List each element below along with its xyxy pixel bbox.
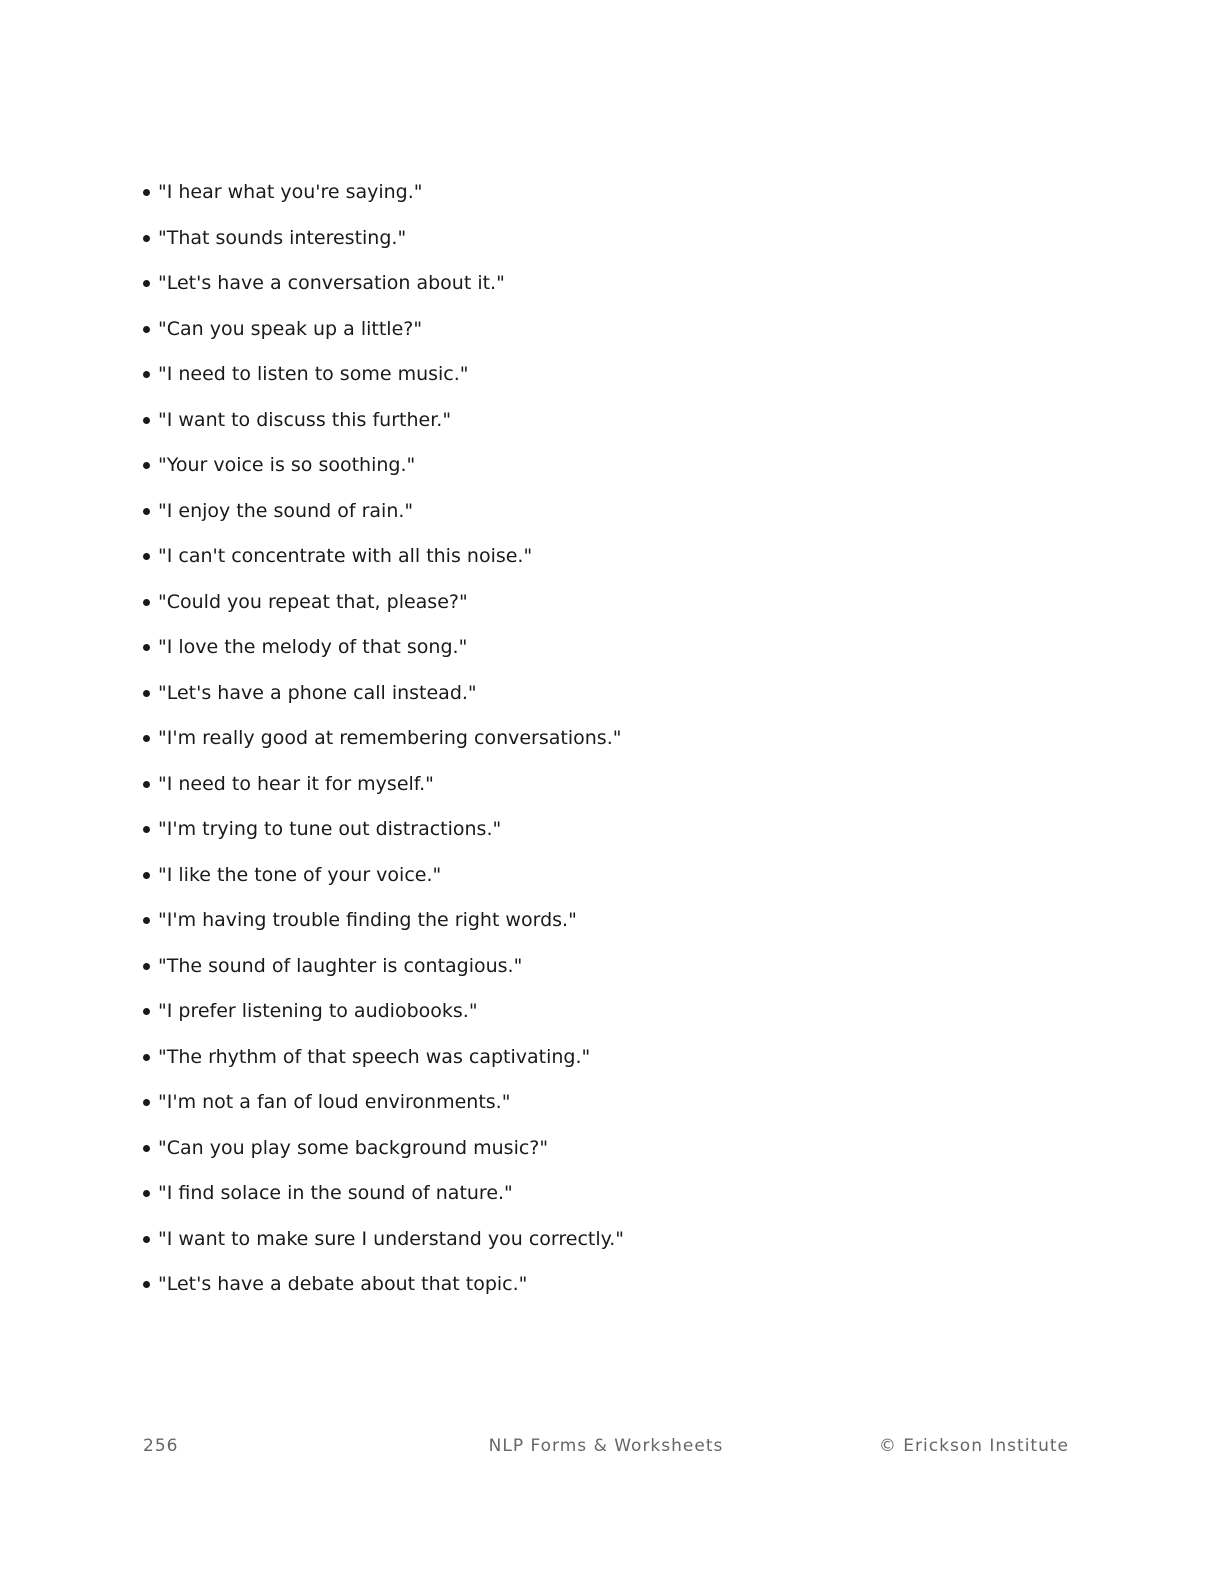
footer-copyright: © Erickson Institute — [878, 1436, 1069, 1456]
bullet-icon — [143, 1054, 150, 1061]
bullet-icon — [143, 417, 150, 424]
bullet-icon — [143, 644, 150, 651]
list-item — [143, 1269, 624, 1315]
list-item-text: "That sounds interesting." — [158, 226, 407, 249]
bullet-icon — [143, 735, 150, 742]
list-item — [143, 769, 624, 815]
list-item-text: "I'm trying to tune out distractions." — [158, 818, 502, 840]
list-item-text: "I hear what you're saying." — [158, 181, 423, 203]
bullet-icon — [143, 1008, 150, 1015]
list-item-text: "I can't concentrate with all this noise." — [158, 545, 533, 567]
bullet-icon — [143, 462, 150, 469]
list-item — [143, 1087, 624, 1133]
footer-title: NLP Forms & Worksheets — [488, 1436, 724, 1456]
list-item — [143, 1224, 624, 1270]
list-item-text: "Let's have a phone call instead." — [158, 681, 477, 704]
bullet-icon — [143, 781, 150, 788]
list-item-text: "I love the melody of that song." — [158, 636, 468, 658]
list-item-text: "I find solace in the sound of nature." — [158, 1182, 513, 1204]
bullet-icon — [143, 508, 150, 515]
bullet-icon — [143, 1281, 150, 1288]
list-item-text: "I enjoy the sound of rain." — [158, 499, 414, 522]
list-item-text: "I'm not a fan of loud environments." — [158, 1091, 511, 1113]
bullet-icon — [143, 917, 150, 924]
list-item — [143, 723, 624, 769]
list-item-text: "Let's have a conversation about it." — [158, 272, 505, 294]
list-item — [143, 1042, 624, 1088]
list-item-text: "Could you repeat that, please?" — [158, 590, 468, 613]
list-item — [143, 1133, 624, 1179]
list-item — [143, 814, 624, 860]
bullet-icon — [143, 963, 150, 970]
bullet-icon — [143, 872, 150, 879]
list-item — [143, 450, 624, 496]
list-item — [143, 905, 624, 951]
list-item — [143, 359, 624, 405]
bullet-icon — [143, 189, 150, 196]
list-item — [143, 632, 624, 678]
list-item-text: "I want to discuss this further." — [158, 408, 452, 431]
list-item-text: "Your voice is so soothing." — [158, 454, 416, 476]
list-item — [143, 1178, 624, 1224]
list-item-text: "I need to hear it for myself." — [158, 772, 434, 795]
list-item-text: "Can you speak up a little?" — [158, 317, 423, 340]
list-item-text: "Can you play some background music?" — [158, 1136, 549, 1159]
list-item-text: "I'm really good at remembering conversations." — [158, 727, 622, 749]
list-item — [143, 996, 624, 1042]
list-item — [143, 496, 624, 542]
list-item-text: "I want to make sure I understand you correctly." — [158, 1227, 624, 1250]
bullet-icon — [143, 280, 150, 287]
list-item-text: "I'm having trouble finding the right words." — [158, 909, 577, 931]
bullet-icon — [143, 553, 150, 560]
bullet-icon — [143, 235, 150, 242]
page-number: 256 — [143, 1436, 179, 1456]
list-item — [143, 177, 624, 223]
list-item-text: "The sound of laughter is contagious." — [158, 954, 523, 977]
list-item-text: "I need to listen to some music." — [158, 363, 469, 385]
list-item — [143, 587, 624, 633]
list-item — [143, 951, 624, 997]
list-item — [143, 405, 624, 451]
bullet-icon — [143, 826, 150, 833]
list-item-text: "The rhythm of that speech was captivating." — [158, 1045, 591, 1068]
list-item — [143, 678, 624, 724]
list-item — [143, 223, 624, 269]
bullet-icon — [143, 599, 150, 606]
list-item-text: "I prefer listening to audiobooks." — [158, 1000, 478, 1022]
bullet-icon — [143, 1099, 150, 1106]
list-item — [143, 541, 624, 587]
auditory-phrases-list — [143, 177, 624, 1315]
list-item — [143, 860, 624, 906]
bullet-icon — [143, 371, 150, 378]
list-item-text: "I like the tone of your voice." — [158, 863, 442, 886]
list-item — [143, 314, 624, 360]
bullet-icon — [143, 326, 150, 333]
list-item — [143, 268, 624, 314]
bullet-icon — [143, 1190, 150, 1197]
bullet-icon — [143, 1236, 150, 1243]
bullet-icon — [143, 690, 150, 697]
bullet-icon — [143, 1145, 150, 1152]
list-item-text: "Let's have a debate about that topic." — [158, 1273, 528, 1295]
